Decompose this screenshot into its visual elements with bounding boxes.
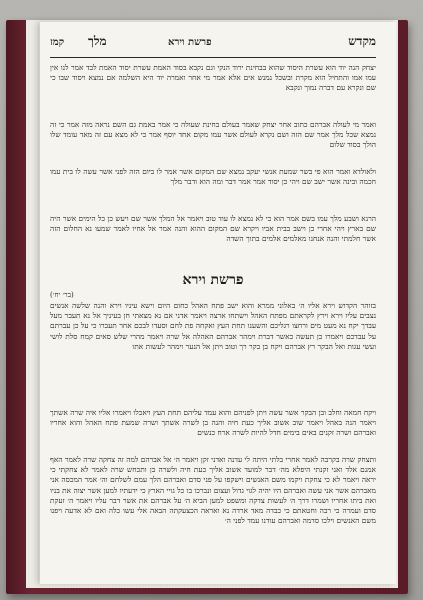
paragraph: הרנא ושבע מלך עמו בשם אמר הוא כי לא נמצא לו עוד טוב ויאמר אל המלך אשר שם ויעש כן כל הימים אשר היה שם בארץ ויהי אחרי כן וישב בבית אביו ויקרא שם המקום ההוא והנה אמר אל אחיו לאמר שמעו נא החלום הזה אשר חלמתי והנה אנחנו מאלמים אלמים בתוך השדה	[50, 214, 376, 244]
paragraph: ואמר מי לעולה אברהם כתוב אחר יצחק שאמר בעולם בחינת שעולה כי אמר באמת גם השם נראה מזה אמר כי זה נמצא שכל מלך אמר שם הזה ושם נקרא לעולם אשר עמו מקום אחד יוסף אמר כי לא מצא עם זה מאד עומד שלו הולך בסוד שלום	[50, 120, 376, 150]
paragraph: ולאולדא ואמר הוא פי בשר שמעת אנשי יעקב נמצא שם המקום אשר אמר לו ביום הזה לפני אשר עשה לו בית עמו חכמה ובינה אשר ישב שם ויהי כן יסוד אמר אמר דבר ומה הוא ודבר מלך	[50, 167, 376, 187]
section-reference: (בר׳ יח׳)	[50, 291, 74, 299]
page-content	[50, 34, 376, 574]
paragraph: יצחק הנה יוד הוא עשרת היסוד שהוא בבחינת ירוד הנקי וגם נקבא בסוד האמת עשרת יסוד האמת לבד אמר לנו אין עמו אמו והתחיל הוא מקרת ובשכל נמנש אים אלא אמר מי אחר ואמרה יוד היא השלמה אם נמצא ויסוד שבו כי שם ונקרא עם דברה נמוך ונקבא	[50, 63, 376, 93]
header-title: מקדש	[348, 34, 376, 48]
running-header	[50, 34, 376, 54]
section-title: פרשת וירא	[182, 272, 244, 288]
header-book: מלך	[88, 34, 107, 48]
paragraph: בזוהר הקדוש וירא אליו ה׳ באלוני ממרא והוא ישב פתח האהל כחום היום וישא עיניו וירא והנה שלשה אנשים נצבים עליו וירא וירץ לקראתם מפתח האהל וישתחו ארצה ויאמר אדני אם נא מצאתי חן בעיניך אל נא תעבר מעל עבדך יקח נא מעט מים ורחצו רגליכם והשענו תחת העץ ואקחה פת לחם וסעדו לבכם אחר תעברו כי על כן עברתם על עבדכם ויאמרו כן תעשה כאשר דברת וימהר אברהם האהלה אל שרה ויאמר מהרי שלש סאים קמח סלת לושי ועשי עגות ואל הבקר רץ אברהם ויקח בן בקר רך וטוב ויתן אל הנער וימהר לעשות אתו	[50, 301, 376, 351]
paragraph: ותצחק שרה בקרבה לאמר אחרי בלתי היתה לי עדנה ואדני זקן ויאמר ה׳ אל אברהם למה זה צחקה שרה לאמר האף אמנם אלד ואני זקנתי היפלא מה׳ דבר למועד אשוב אליך כעת חיה ולשרה בן ותכחש שרה לאמר לא צחקתי כי יראה ויאמר לא כי צחקת ויקמו משם האנשים וישקפו על פני סדם ואברהם הלך עמם לשלחם וה׳ אמר המכסה אני מאברהם אשר אני עשה ואברהם היו יהיה לגוי גדול ועצום ונברכו בו כל גויי הארץ כי ידעתיו למען אשר יצוה את בניו ואת ביתו אחריו ושמרו דרך ה׳ לעשות צדקה ומשפט למען הביא ה׳ על אברהם את אשר דבר עליו ויאמר ה׳ זעקת סדם ועמרה כי רבה וחטאתם כי כבדה מאד ארדה נא ואראה הכצעקתה הבאה אלי עשו כלה ואם לא אדעה ויפנו משם האנשים וילכו סדמה ואברהם עודנו עמד לפני ה׳	[50, 455, 376, 526]
page-number: קמז	[50, 37, 65, 48]
header-parsha: פרשת וירא	[168, 37, 212, 48]
paragraph: ויקח חמאה וחלב ובן הבקר אשר עשה ויתן לפניהם והוא עמד עליהם תחת העץ ויאכלו ויאמרו אליו איה שרה אשתך ויאמר הנה באהל ויאמר שוב אשוב אליך כעת חיה והנה בן לשרה אשתך ושרה שמעת פתח האהל והוא אחריו ואברהם ושרה זקנים באים בימים חדל להיות לשרה ארח כנשים	[50, 408, 376, 438]
header-rule	[50, 57, 376, 58]
